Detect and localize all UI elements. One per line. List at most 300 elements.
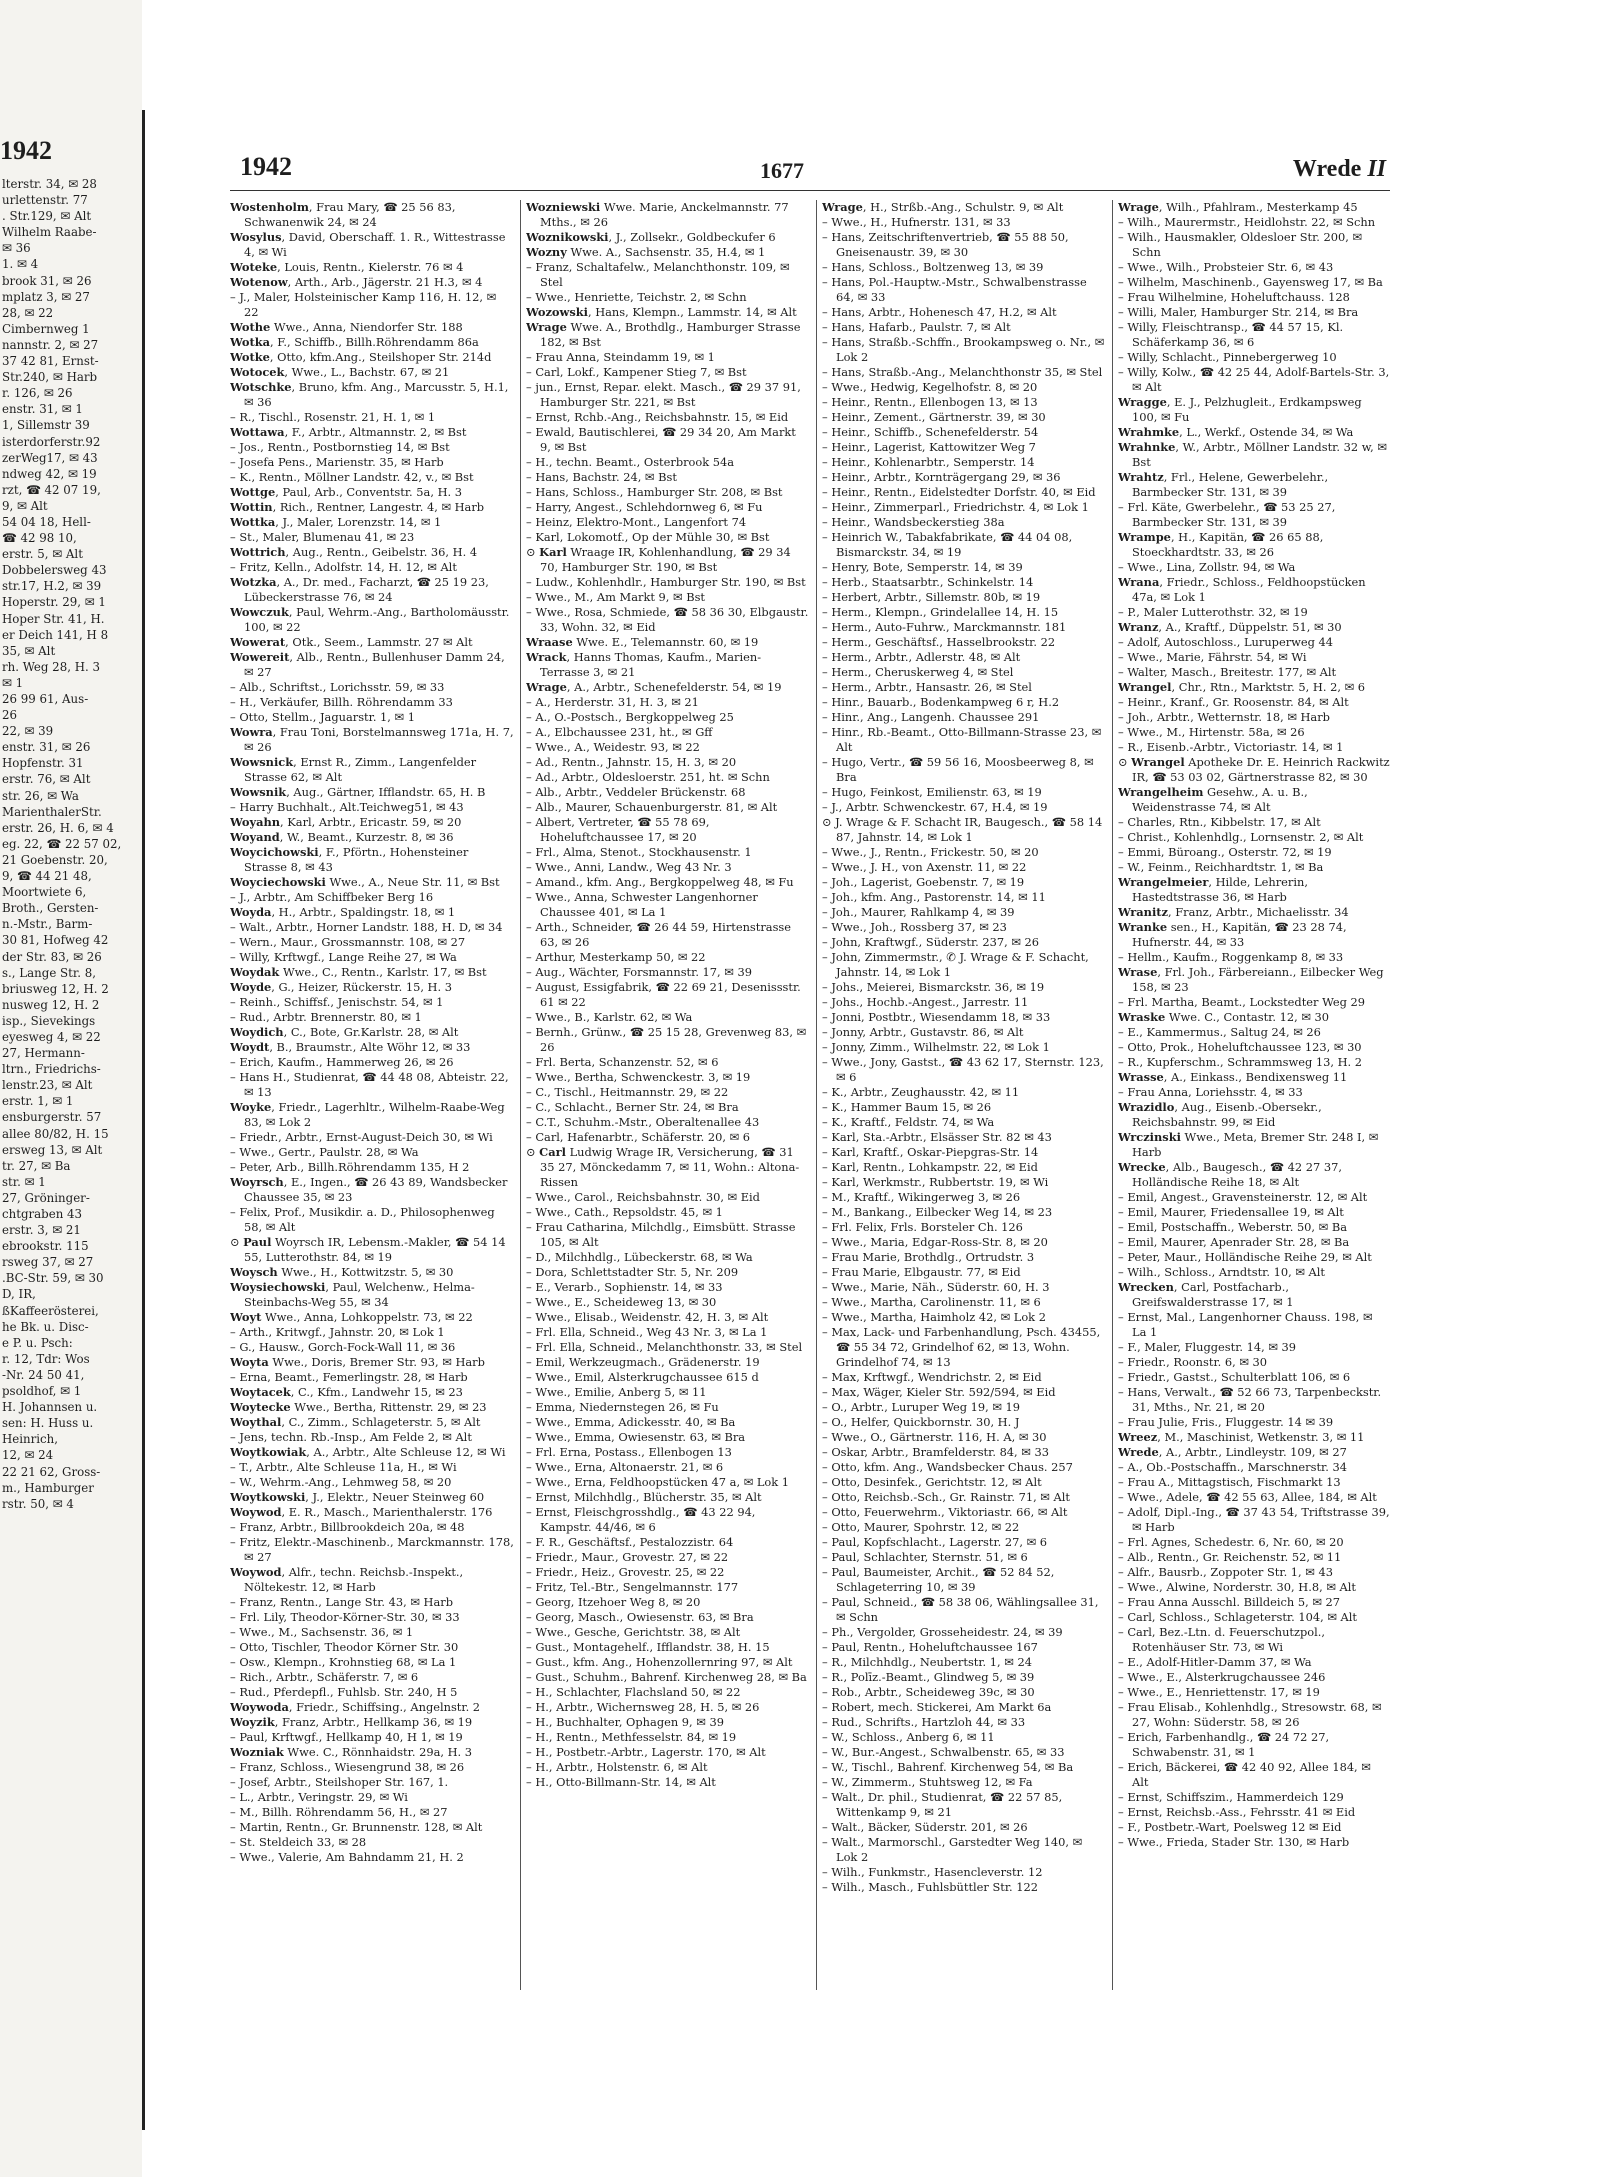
fragment-line: isp., Sievekings — [2, 1013, 96, 1028]
directory-entry: – H., Otto-Billmann-Str. 14, ✉ Alt — [526, 1775, 716, 1789]
fragment-line: rsweg 37, ✉ 27 — [2, 1255, 94, 1270]
directory-entry: Wrangelmeier, Hilde, Lehrerin, Hastedtstrasse 36, ✉ Harb — [1118, 875, 1308, 904]
directory-entry: – Herm., Cheruskerweg 4, ✉ Stel — [822, 665, 1014, 679]
directory-entry: – Wwe., J., Rentn., Frickestr. 50, ✉ 20 — [822, 845, 1039, 859]
directory-entry: – K., Rentn., Möllner Landstr. 42, v., ✉ Bst — [230, 470, 474, 484]
directory-entry: – Karl, Kraftf., Oskar-Piepgras-Str. 14 — [822, 1145, 1039, 1159]
directory-entry: Wrasse, A., Einkass., Bendixensweg 11 — [1118, 1070, 1348, 1084]
directory-entry: – Ernst, Reichsb.-Ass., Fehrsstr. 41 ✉ Eid — [1118, 1805, 1356, 1819]
directory-entry: – Walter, Masch., Breitestr. 177, ✉ Alt — [1118, 665, 1337, 679]
fragment-line: 9, ☎ 44 21 48, — [2, 869, 92, 884]
directory-entry: – jun., Ernst, Repar. elekt. Masch., ☎ 29 37 91, Hamburger Str. 221, ✉ Bst — [526, 380, 801, 409]
fragment-line: Dobbelersweg 43 — [2, 563, 107, 578]
directory-entry: Wrana, Friedr., Schloss., Feldhoopstücken 47a, ✉ Lok 1 — [1118, 575, 1366, 604]
directory-entry: Woytacek, C., Kfm., Landwehr 15, ✉ 23 — [230, 1385, 463, 1399]
directory-entry: – Wwe., Emilie, Anberg 5, ✉ 11 — [526, 1385, 707, 1399]
fragment-line: lterstr. 34, ✉ 28 — [2, 177, 97, 191]
directory-entry: Wosylus, David, Oberschaff. 1. R., Wittestrasse 4, ✉ Wi — [230, 230, 506, 259]
directory-entry: – J., Arbtr. Schwenckestr. 67, H.4, ✉ 19 — [822, 800, 1048, 814]
directory-entry: – Hinr., Ang., Langenh. Chaussee 291 — [822, 710, 1040, 724]
directory-entry: – Max, Lack- und Farbenhandlung, Psch. 43455, ☎ 55 34 72, Grindelhof 62, ✉ 13, Wohn. Grindelhof 74, ✉ 13 — [822, 1325, 1101, 1369]
directory-entry: – Willy, Fleischtransp., ☎ 44 57 15, Kl. Schäferkamp 36, ✉ 6 — [1118, 320, 1344, 349]
directory-entry: – Wwe., Erna, Altonaerstr. 21, ✉ 6 — [526, 1460, 724, 1474]
directory-entry: – Dora, Schlettstadter Str. 5, Nr. 209 — [526, 1265, 739, 1279]
directory-entry: – Otto, Stellm., Jaguarstr. 1, ✉ 1 — [230, 710, 415, 724]
directory-entry: – Wwe., Adele, ☎ 42 55 63, Allee, 184, ✉ Alt — [1118, 1490, 1377, 1504]
directory-entry: – Albert, Vertreter, ☎ 55 78 69, Hoheluftchaussee 17, ✉ 20 — [526, 815, 710, 844]
directory-entry: Wrahnke, W., Arbtr., Möllner Landstr. 32 w, ✉ Bst — [1118, 440, 1387, 469]
directory-entry: Wragge, E. J., Pelzhugleit., Erdkampsweg 100, ✉ Fu — [1118, 395, 1362, 424]
directory-entry: – Wwe., Marie, Näh., Süderstr. 60, H. 3 — [822, 1280, 1050, 1294]
fragment-line: 1. ✉ 4 — [2, 257, 39, 272]
directory-entry: – Wwe., Carol., Reichsbahnstr. 30, ✉ Eid — [526, 1190, 760, 1204]
directory-entry: – W., Feinm., Reichhardtstr. 1, ✉ Ba — [1118, 860, 1324, 874]
directory-entry: – Frau Anna, Loriehsstr. 4, ✉ 33 — [1118, 1085, 1303, 1099]
directory-entry: – Friedr., Gastst., Schulterblatt 106, ✉ 6 — [1118, 1370, 1351, 1384]
directory-entry: – Arth., Schneider, ☎ 26 44 59, Hirtenstrasse 63, ✉ 26 — [526, 920, 792, 949]
directory-entry: – Ewald, Bautischlerei, ☎ 29 34 20, Am Markt 9, ✉ Bst — [526, 425, 796, 454]
fragment-line: 22 21 62, Gross- — [2, 1464, 101, 1479]
directory-entry: Wrage, Wilh., Pfahlram., Mesterkamp 45 — [1118, 200, 1358, 214]
directory-entry: Wrecke, Alb., Baugesch., ☎ 42 27 37, Holländische Reihe 18, ✉ Alt — [1118, 1160, 1342, 1189]
directory-entry: – Heinr., Wandsbeckerstieg 38a — [822, 515, 1005, 529]
directory-entry: – Amand., kfm. Ang., Bergkoppelweg 48, ✉ Fu — [526, 875, 794, 889]
directory-entry: ⊙ J. Wrage & F. Schacht IR, Baugesch., ☎ 58 14 87, Jahnstr. 14, ✉ Lok 1 — [822, 815, 1103, 844]
directory-entry: – Ernst, Fleischgrosshdlg., ☎ 43 22 94, Kampstr. 44/46, ✉ 6 — [526, 1505, 756, 1534]
fragment-line: Heinrich, — [2, 1432, 59, 1447]
fragment-line: nannstr. 2, ✉ 27 — [2, 337, 99, 352]
fragment-line: ltrn., Friedrichs- — [2, 1062, 101, 1077]
directory-entry: – Jonni, Postbtr., Wiesendamm 18, ✉ 33 — [822, 1010, 1051, 1024]
fragment-line: 22, ✉ 39 — [2, 724, 54, 739]
directory-entry: – Max, Wäger, Kieler Str. 592/594, ✉ Eid — [822, 1385, 1056, 1399]
directory-entry: – Frau Julie, Fris., Fluggestr. 14 ✉ 39 — [1118, 1415, 1334, 1429]
directory-entry: – Wwe., Anna, Schwester Langenhorner Chaussee 401, ✉ La 1 — [526, 890, 758, 919]
directory-entry: – Wwe., Henriette, Teichstr. 2, ✉ Schn — [526, 290, 747, 304]
directory-entry: – Wilh., Masch., Fuhlsbüttler Str. 122 — [822, 1880, 1039, 1894]
directory-entry: – Joh., kfm. Ang., Pastorenstr. 14, ✉ 11 — [822, 890, 1046, 904]
fragment-line: 9, ✉ Alt — [2, 498, 48, 513]
directory-entry: – Otto, Maurer, Spohrstr. 12, ✉ 22 — [822, 1520, 1020, 1534]
directory-entry: – Emil, Maurer, Apenrader Str. 28, ✉ Ba — [1118, 1235, 1350, 1249]
directory-entry: – Friedr., Roonstr. 6, ✉ 30 — [1118, 1355, 1268, 1369]
directory-entry: – Wwe., Maria, Edgar-Ross-Str. 8, ✉ 20 — [822, 1235, 1048, 1249]
directory-entry: Wrack, Hanns Thomas, Kaufm., Marien-Terrasse 3, ✉ 21 — [526, 650, 762, 679]
directory-entry: – Wwe., M., Hirtenstr. 58a, ✉ 26 — [1118, 725, 1305, 739]
directory-entry: – Hans, Straßb.-Schffn., Brookampsweg o. Nr., ✉ Lok 2 — [822, 335, 1105, 364]
directory-entry: – Heinr., Zimmerparl., Friedrichstr. 4, ✉ Lok 1 — [822, 500, 1089, 514]
fragment-line: erstr. 3, ✉ 21 — [2, 1223, 81, 1238]
fragment-line: nusweg 12, H. 2 — [2, 997, 100, 1012]
directory-entry: – Karl, Rentn., Lohkampstr. 22, ✉ Eid — [822, 1160, 1038, 1174]
directory-entry: Woyda, H., Arbtr., Spaldingstr. 18, ✉ 1 — [230, 905, 456, 919]
directory-entry: – H., techn. Beamt., Osterbrook 54a — [526, 455, 735, 469]
column-3 — [822, 200, 1106, 1990]
directory-entry: – W., Schloss., Anberg 6, ✉ 11 — [822, 1730, 995, 1744]
fragment-line: ✉ 1 — [2, 675, 24, 690]
directory-entry: – Rob., Arbtr., Scheideweg 39c, ✉ 30 — [822, 1685, 1035, 1699]
directory-entry: Wottka, J., Maler, Lorenzstr. 14, ✉ 1 — [230, 515, 442, 529]
directory-entry: – Wwe., B., Karlstr. 62, ✉ Wa — [526, 1010, 693, 1024]
entry-columns — [230, 200, 1390, 1990]
directory-entry: – Wwe., E., Scheideweg 13, ✉ 30 — [526, 1295, 717, 1309]
directory-entry: – Ad., Rentn., Jahnstr. 15, H. 3, ✉ 20 — [526, 755, 737, 769]
directory-entry: – Frau Wilhelmine, Hoheluftchauss. 128 — [1118, 290, 1350, 304]
directory-entry: Woyahn, Karl, Arbtr., Ericastr. 59, ✉ 20 — [230, 815, 462, 829]
directory-entry: – H., Buchhalter, Ophagen 9, ✉ 39 — [526, 1715, 724, 1729]
directory-entry: – Hans, Verwalt., ☎ 52 66 73, Tarpenbeckstr. 31, Mths., Nr. 21, ✉ 20 — [1118, 1385, 1382, 1414]
directory-entry: – August, Essigfabrik, ☎ 22 69 21, Desenissstr. 61 ✉ 22 — [526, 980, 801, 1009]
directory-entry: – Carl, Bez.-Ltn. d. Feuerschutzpol., Rotenhäuser Str. 73, ✉ Wi — [1118, 1625, 1326, 1654]
fragment-line: .BC-Str. 59, ✉ 30 — [2, 1271, 104, 1286]
directory-entry: – Otto, Desinfek., Gerichtstr. 12, ✉ Alt — [822, 1475, 1042, 1489]
directory-entry: – Wwe., Jony, Gastst., ☎ 43 62 17, Sternstr. 123, ✉ 6 — [822, 1055, 1104, 1084]
page-header — [230, 150, 1390, 191]
directory-entry: Wotka, F., Schiffb., Billh.Röhrendamm 86a — [230, 335, 479, 349]
directory-entry: – Hans, Zeitschriftenvertrieb, ☎ 55 88 50, Gneisenaustr. 39, ✉ 30 — [822, 230, 1069, 259]
directory-entry: Wowerat, Otk., Seem., Lammstr. 27 ✉ Alt — [230, 635, 473, 649]
directory-entry: Wozny Wwe. A., Sachsenstr. 35, H.4, ✉ 1 — [526, 245, 766, 259]
directory-entry: – Erich, Farbenhandlg., ☎ 24 72 27, Schwabenstr. 31, ✉ 1 — [1118, 1730, 1330, 1759]
directory-entry: – J., Maler, Holsteinischer Kamp 116, H. 12, ✉ 22 — [230, 290, 497, 319]
directory-entry: – Walt., Dr. phil., Studienrat, ☎ 22 57 85, Wittenkamp 9, ✉ 21 — [822, 1790, 1063, 1819]
directory-entry: Wranz, A., Kraftf., Düppelstr. 51, ✉ 30 — [1118, 620, 1342, 634]
directory-entry: Wowsnik, Aug., Gärtner, Ifflandstr. 65, H. B — [230, 785, 486, 799]
directory-entry: Woytecke Wwe., Bertha, Rittenstr. 29, ✉ 23 — [230, 1400, 487, 1414]
directory-entry: – Friedr., Heiz., Grovestr. 25, ✉ 22 — [526, 1565, 725, 1579]
directory-entry: – Heinr., Kohlenarbtr., Semperstr. 14 — [822, 455, 1035, 469]
directory-entry: – Wwe., Emma, Adickesstr. 40, ✉ Ba — [526, 1415, 736, 1429]
directory-entry: – M., Billh. Röhrendamm 56, H., ✉ 27 — [230, 1805, 448, 1819]
directory-entry: – W., Wehrm.-Ang., Lehmweg 58, ✉ 20 — [230, 1475, 452, 1489]
directory-entry: – Wwe., Valerie, Am Bahndamm 21, H. 2 — [230, 1850, 464, 1864]
column-rule — [816, 200, 817, 1990]
directory-entry: – D., Milchhdlg., Lübeckerstr. 68, ✉ Wa — [526, 1250, 753, 1264]
directory-entry: Wowczuk, Paul, Wehrm.-Ang., Bartholomäusstr. 100, ✉ 22 — [230, 605, 510, 634]
directory-entry: – Alb., Maurer, Schauenburgerstr. 81, ✉ Alt — [526, 800, 778, 814]
fragment-line: 1, Sillemstr 39 — [2, 418, 90, 433]
directory-entry: – Harry, Angest., Schlehdornweg 6, ✉ Fu — [526, 500, 763, 514]
directory-entry: – Paul, Schneid., ☎ 58 38 06, Wählingsallee 31, ✉ Schn — [822, 1595, 1099, 1624]
directory-entry: – Alfr., Bausrb., Zoppoter Str. 1, ✉ 43 — [1118, 1565, 1333, 1579]
directory-entry: – Willy, Kolw., ☎ 42 25 44, Adolf-Bartels-Str. 3, ✉ Alt — [1118, 365, 1390, 394]
directory-entry: – Willi, Maler, Hamburger Str. 214, ✉ Bra — [1118, 305, 1359, 319]
fragment-line: rstr. 50, ✉ 4 — [2, 1496, 74, 1511]
fragment-line: chtgraben 43 — [2, 1207, 83, 1221]
directory-entry: – Ph., Vergolder, Grosseheidestr. 24, ✉ 39 — [822, 1625, 1063, 1639]
directory-entry: – Frau Elisab., Kohlenhdlg., Stresowstr. 68, ✉ 27, Wohn: Süderstr. 58, ✉ 26 — [1118, 1700, 1382, 1729]
directory-entry: Wrazidlo, Aug., Eisenb.-Obersekr., Reichsbahnstr. 99, ✉ Eid — [1118, 1100, 1322, 1129]
directory-entry: – Harry Buchhalt., Alt.Teichweg51, ✉ 43 — [230, 800, 464, 814]
directory-entry: – Rud., Schrifts., Hartzloh 44, ✉ 33 — [822, 1715, 1026, 1729]
fragment-line: s., Lange Str. 8, — [2, 965, 96, 980]
fragment-line: he Bk. u. Disc- — [2, 1319, 89, 1334]
directory-entry: – Emil, Angest., Gravensteinerstr. 12, ✉ Alt — [1118, 1190, 1368, 1204]
directory-entry: – Carl, Hafenarbtr., Schäferstr. 20, ✉ 6 — [526, 1130, 751, 1144]
fragment-line: . Str.129, ✉ Alt — [2, 209, 92, 224]
directory-entry: – Karl, Werkmstr., Rubbertstr. 19, ✉ Wi — [822, 1175, 1049, 1189]
fragment-line: urlettenstr. 77 — [2, 193, 88, 208]
directory-entry: – Henry, Bote, Semperstr. 14, ✉ 39 — [822, 560, 1023, 574]
directory-entry: Wotzka, A., Dr. med., Facharzt, ☎ 25 19 23, Lübeckerstrasse 76, ✉ 24 — [230, 575, 489, 604]
directory-entry: – Christ., Kohlenhdlg., Lornsenstr. 2, ✉ Alt — [1118, 830, 1364, 844]
directory-entry: Woyand, W., Beamt., Kurzestr. 8, ✉ 36 — [230, 830, 454, 844]
column-1 — [230, 200, 514, 1990]
directory-entry: – Wwe., Rosa, Schmiede, ☎ 58 36 30, Elbgaustr. 33, Wohn. 32, ✉ Eid — [526, 605, 809, 634]
fragment-line: 37 42 81, Ernst- — [2, 354, 99, 369]
directory-entry: – Wilh., Schloss., Arndtstr. 10, ✉ Alt — [1118, 1265, 1325, 1279]
column-2 — [526, 200, 810, 1990]
directory-entry: Woywod, E. R., Masch., Marienthalerstr. 176 — [230, 1505, 493, 1519]
book-gutter — [142, 110, 145, 2130]
directory-entry: – Jens, techn. Rb.-Insp., Am Felde 2, ✉ Alt — [230, 1430, 472, 1444]
directory-entry: – Heinz, Elektro-Mont., Langenfort 74 — [526, 515, 747, 529]
directory-entry: – Wilhelm, Maschinenb., Gayensweg 17, ✉ Ba — [1118, 275, 1383, 289]
fragment-line: tr. 27, ✉ Ba — [2, 1158, 71, 1173]
directory-entry: – O., Helfer, Quickbornstr. 30, H. J — [822, 1415, 1020, 1429]
directory-entry: – Hans, Bachstr. 24, ✉ Bst — [526, 470, 677, 484]
directory-entry: – Otto, Prok., Hoheluftchaussee 123, ✉ 30 — [1118, 1040, 1362, 1054]
directory-entry: – Ludw., Kohlenhdlr., Hamburger Str. 190, ✉ Bst — [526, 575, 806, 589]
directory-entry: – Hugo, Feinkost, Emilienstr. 63, ✉ 19 — [822, 785, 1042, 799]
directory-entry: – Johs., Hochb.-Angest., Jarrestr. 11 — [822, 995, 1029, 1009]
directory-entry: – Frau Marie, Elbgaustr. 77, ✉ Eid — [822, 1265, 1021, 1279]
fragment-line: ☎ 42 98 10, — [2, 531, 77, 546]
directory-entry: – Frl., Alma, Stenot., Stockhausenstr. 1 — [526, 845, 752, 859]
directory-entry: Woywod, Alfr., techn. Reichsb.-Inspekt., Nöltekestr. 12, ✉ Harb — [230, 1565, 464, 1594]
directory-entry: – F., Postbetr.-Wart, Poelsweg 12 ✉ Eid — [1118, 1820, 1342, 1834]
directory-entry: – Frl. Ella, Schneid., Weg 43 Nr. 3, ✉ La 1 — [526, 1325, 768, 1339]
directory-entry: – Otto, Feuerwehrm., Viktoriastr. 66, ✉ Alt — [822, 1505, 1068, 1519]
directory-entry: – Peter, Maur., Holländische Reihe 29, ✉ Alt — [1118, 1250, 1372, 1264]
directory-entry: – Emil, Postschaffn., Weberstr. 50, ✉ Ba — [1118, 1220, 1348, 1234]
directory-entry: – W., Zimmerm., Stuhtsweg 12, ✉ Fa — [822, 1775, 1033, 1789]
header-year: 1942 — [240, 152, 292, 181]
fragment-line: n.-Mstr., Barm- — [2, 917, 93, 932]
directory-entry: – Wwe., E., Alsterkrugchaussee 246 — [1118, 1670, 1326, 1684]
directory-entry: – Arth., Kritwgf., Jahnstr. 20, ✉ Lok 1 — [230, 1325, 445, 1339]
directory-entry: – Wwe., Hedwig, Kegelhofstr. 8, ✉ 20 — [822, 380, 1038, 394]
directory-entry: Woydak Wwe., C., Rentn., Karlstr. 17, ✉ Bst — [230, 965, 487, 979]
directory-entry: – L., Arbtr., Veringstr. 29, ✉ Wi — [230, 1790, 408, 1804]
directory-entry: – Gust., kfm. Ang., Hohenzollernring 97, ✉ Alt — [526, 1655, 793, 1669]
directory-entry: Wrage, A., Arbtr., Schenefelderstr. 54, ✉ 19 — [526, 680, 782, 694]
fragment-line: eyesweg 4, ✉ 22 — [2, 1029, 101, 1044]
column-rule — [520, 200, 521, 1990]
directory-entry: – Heinr., Lagerist, Kattowitzer Weg 7 — [822, 440, 1036, 454]
directory-entry: Woydt, B., Braumstr., Alte Wöhr 12, ✉ 33 — [230, 1040, 471, 1054]
directory-entry: – Wwe., Gesche, Gerichtstr. 38, ✉ Alt — [526, 1625, 741, 1639]
directory-entry: – Heinr., Rentn., Eidelstedter Dorfstr. 40, ✉ Eid — [822, 485, 1096, 499]
directory-entry: – Frau Anna, Steindamm 19, ✉ 1 — [526, 350, 715, 364]
directory-entry: – John, Zimmermstr., ✆ J. Wrage & F. Schacht, Jahnstr. 14, ✉ Lok 1 — [822, 950, 1089, 979]
fragment-line: 27, Hermann- — [2, 1046, 85, 1061]
directory-entry: – Wwe., Anni, Landw., Weg 43 Nr. 3 — [526, 860, 732, 874]
directory-entry: – Franz, Arbtr., Billbrookdeich 20a, ✉ 48 — [230, 1520, 465, 1534]
directory-entry: – W., Tischl., Bahrenf. Kirchenweg 54, ✉ Ba — [822, 1760, 1074, 1774]
directory-entry: – H., Verkäufer, Billh. Röhrendamm 33 — [230, 695, 453, 709]
directory-entry: – Wwe., Frieda, Stader Str. 130, ✉ Harb — [1118, 1835, 1350, 1849]
fragment-line: ebrookstr. 115 — [2, 1239, 89, 1254]
directory-entry: – Franz, Schloss., Wiesengrund 38, ✉ 26 — [230, 1760, 465, 1774]
directory-entry: – Frl. Berta, Schanzenstr. 52, ✉ 6 — [526, 1055, 719, 1069]
directory-entry: – Frl. Agnes, Schedestr. 6, Nr. 60, ✉ 20 — [1118, 1535, 1344, 1549]
directory-entry: – Jos., Rentn., Postbornstieg 14, ✉ Bst — [230, 440, 450, 454]
directory-entry: – Wwe., Emma, Owiesenstr. 63, ✉ Bra — [526, 1430, 746, 1444]
directory-entry: – Wwe., M., Sachsenstr. 36, ✉ 1 — [230, 1625, 414, 1639]
directory-entry: – Rud., Arbtr. Brennerstr. 80, ✉ 1 — [230, 1010, 422, 1024]
directory-entry: – Heinr., Rentn., Ellenbogen 13, ✉ 13 — [822, 395, 1038, 409]
directory-entry: Wranitz, Franz, Arbtr., Michaelisstr. 34 — [1118, 905, 1349, 919]
fragment-line: rzt, ☎ 42 07 19, — [2, 482, 101, 497]
directory-entry: – A., Elbchaussee 231, ht., ✉ Gff — [526, 725, 713, 739]
directory-entry: – Friedr., Maur., Grovestr. 27, ✉ 22 — [526, 1550, 729, 1564]
fragment-line: D, IR, — [2, 1287, 36, 1302]
fragment-line: erstr. 5, ✉ Alt — [2, 547, 83, 562]
directory-entry: – Hans, Schloss., Hamburger Str. 208, ✉ Bst — [526, 485, 783, 499]
directory-entry: – Charles, Rtn., Kibbelstr. 17, ✉ Alt — [1118, 815, 1321, 829]
directory-entry: – Hugo, Vertr., ☎ 59 56 16, Moosbeerweg 8, ✉ Bra — [822, 755, 1094, 784]
directory-entry: – Oskar, Arbtr., Bramfelderstr. 84, ✉ 33 — [822, 1445, 1049, 1459]
directory-entry: – Peter, Arb., Billh.Röhrendamm 135, H 2 — [230, 1160, 470, 1174]
fragment-line: ensburgerstr. 57 — [2, 1110, 102, 1125]
fragment-line: 21 Goebenstr. 20, — [2, 852, 108, 867]
fragment-line: -Nr. 24 50 41, — [2, 1367, 85, 1382]
directory-entry: – Heinr., Arbtr., Kornträgergang 29, ✉ 36 — [822, 470, 1061, 484]
fragment-line: Wilhelm Raabe- — [2, 225, 97, 240]
directory-entry: Wrczinski Wwe., Meta, Bremer Str. 248 I, ✉ Harb — [1118, 1130, 1379, 1159]
directory-entry: – St., Maler, Blumenau 41, ✉ 23 — [230, 530, 415, 544]
directory-entry: – Friedr., Arbtr., Ernst-August-Deich 30, ✉ Wi — [230, 1130, 493, 1144]
directory-entry: – Frl. Ella, Schneid., Melanchthonstr. 33, ✉ Stel — [526, 1340, 803, 1354]
directory-entry: – Herm., Arbtr., Hansastr. 26, ✉ Stel — [822, 680, 1032, 694]
directory-entry: – Gust., Montagehelf., Ifflandstr. 38, H. 15 — [526, 1640, 770, 1654]
directory-entry: – Walt., Marmorschl., Garstedter Weg 140, ✉ Lok 2 — [822, 1835, 1083, 1864]
fragment-line: isterdorferstr.92 — [2, 434, 101, 449]
directory-entry: – Osw., Klempn., Krohnstieg 68, ✉ La 1 — [230, 1655, 457, 1669]
directory-entry: – Wwe., Cath., Repsoldstr. 45, ✉ 1 — [526, 1205, 723, 1219]
fragment-line: Str.240, ✉ Harb — [2, 370, 98, 385]
directory-entry: – Alb., Arbtr., Veddeler Brückenstr. 68 — [526, 785, 746, 799]
directory-entry: – A., Herderstr. 31, H. 3, ✉ 21 — [526, 695, 699, 709]
directory-entry: Woyde, G., Heizer, Rückerstr. 15, H. 3 — [230, 980, 452, 994]
directory-entry: – R., Eisenb.-Arbtr., Victoriastr. 14, ✉ 1 — [1118, 740, 1344, 754]
directory-entry: – Emil, Maurer, Friedensallee 19, ✉ Alt — [1118, 1205, 1344, 1219]
directory-entry: Wotenow, Arth., Arb., Jägerstr. 21 H.3, ✉ 4 — [230, 275, 483, 289]
directory-entry: – Erich, Bäckerei, ☎ 42 40 92, Allee 184, ✉ Alt — [1118, 1760, 1371, 1789]
fragment-line: erstr. 76, ✉ Alt — [2, 772, 91, 787]
directory-entry: – C.T., Schuhm.-Mstr., Oberaltenallee 43 — [526, 1115, 760, 1129]
directory-entry: – H., Arbtr., Holstenstr. 6, ✉ Alt — [526, 1760, 708, 1774]
directory-entry: – K., Arbtr., Zeughausstr. 42, ✉ 11 — [822, 1085, 1020, 1099]
directory-entry: Woyciechowski Wwe., A., Neue Str. 11, ✉ Bst — [230, 875, 500, 889]
fragment-line: str. ✉ 1 — [2, 1174, 46, 1189]
directory-entry: – Wwe., Alwine, Norderstr. 30, H.8, ✉ Alt — [1118, 1580, 1356, 1594]
directory-entry: – A., O.-Postsch., Bergkoppelweg 25 — [526, 710, 734, 724]
directory-entry: Wowra, Frau Toni, Borstelmannsweg 171a, H. 7, ✉ 26 — [230, 725, 514, 754]
directory-entry: – C., Schlacht., Berner Str. 24, ✉ Bra — [526, 1100, 739, 1114]
directory-entry: – Alb., Rentn., Gr. Reichenstr. 52, ✉ 11 — [1118, 1550, 1342, 1564]
directory-entry: – Wwe., O., Gärtnerstr. 116, H. A, ✉ 30 — [822, 1430, 1047, 1444]
directory-entry: ⊙ Karl Wraage IR, Kohlenhandlung, ☎ 29 34 70, Hamburger Str. 190, ✉ Bst — [526, 545, 791, 574]
directory-entry: – Otto, Tischler, Theodor Körner Str. 30 — [230, 1640, 459, 1654]
previous-page-fragment — [0, 0, 142, 2177]
directory-entry: – R., Tischl., Rosenstr. 21, H. 1, ✉ 1 — [230, 410, 436, 424]
fragment-line: 26 99 61, Aus- — [2, 692, 89, 706]
directory-entry: Woyta Wwe., Doris, Bremer Str. 93, ✉ Harb — [230, 1355, 485, 1369]
directory-entry: ⊙ Carl Ludwig Wrage IR, Versicherung, ☎ 31 35 27, Mönckedamm 7, ✉ 11, Wohn.: Altona-Rissen — [526, 1145, 800, 1189]
fragment-line: allee 80/82, H. 15 — [2, 1126, 109, 1141]
directory-entry: – Frl. Käte, Gwerbelehr., ☎ 53 25 27, Barmbecker Str. 131, ✉ 39 — [1118, 500, 1336, 529]
directory-entry: – K., Kraftf., Feldstr. 74, ✉ Wa — [822, 1115, 995, 1129]
directory-entry: – Emmi, Büroang., Osterstr. 72, ✉ 19 — [1118, 845, 1332, 859]
fragment-line: r. 126, ✉ 26 — [2, 386, 73, 401]
directory-entry: – Walt., Bäcker, Süderstr. 201, ✉ 26 — [822, 1820, 1028, 1834]
directory-entry: – Franz, Schaltafelw., Melanchthonstr. 109, ✉ Stel — [526, 260, 790, 289]
fragment-line: e P. u. Psch: — [2, 1335, 73, 1350]
fragment-line: enstr. 31, ✉ 1 — [2, 402, 83, 417]
directory-entry: – E., Adolf-Hitler-Damm 37, ✉ Wa — [1118, 1655, 1312, 1669]
fragment-line: H. Johannsen u. — [2, 1400, 98, 1415]
directory-entry: – Herbert, Arbtr., Sillemstr. 80b, ✉ 19 — [822, 590, 1041, 604]
directory-entry: – Rich., Arbtr., Schäferstr. 7, ✉ 6 — [230, 1670, 419, 1684]
directory-entry: Wostenholm, Frau Mary, ☎ 25 56 83, Schwanenwik 24, ✉ 24 — [230, 200, 456, 229]
directory-entry: – J., Arbtr., Am Schiffbeker Berg 16 — [230, 890, 434, 904]
directory-entry: – Erna, Beamt., Femerlingstr. 28, ✉ Harb — [230, 1370, 468, 1384]
directory-entry: – Hellm., Kaufm., Roggenkamp 8, ✉ 33 — [1118, 950, 1344, 964]
directory-entry: – Frau Marie, Brothdlg., Ortrudstr. 3 — [822, 1250, 1035, 1264]
directory-entry: – Paul, Baumeister, Archit., ☎ 52 84 52, Schlageterring 10, ✉ 39 — [822, 1565, 1055, 1594]
directory-entry: ⊙ Wrangel Apotheke Dr. E. Heinrich Rackwitz IR, ☎ 53 03 02, Gärtnerstrasse 82, ✉ 30 — [1118, 755, 1390, 784]
directory-entry: – Wwe., M., Am Markt 9, ✉ Bst — [526, 590, 705, 604]
fragment-line: Broth., Gersten- — [2, 901, 99, 916]
fragment-line: psoldhof, ✉ 1 — [2, 1384, 82, 1399]
directory-entry: Wottge, Paul, Arb., Conventstr. 5a, H. 3 — [230, 485, 462, 499]
fragment-line: Moortwiete 6, — [2, 885, 87, 900]
directory-entry: – Wwe., Elisab., Weidenstr. 42, H. 3, ✉ Alt — [526, 1310, 769, 1324]
directory-entry: – Josefa Pens., Marienstr. 35, ✉ Harb — [230, 455, 444, 469]
directory-entry: – Heinrich W., Tabakfabrikate, ☎ 44 04 08, Bismarckstr. 34, ✉ 19 — [822, 530, 1073, 559]
directory-entry: – T., Arbtr., Alte Schleuse 11a, H., ✉ Wi — [230, 1460, 457, 1474]
directory-entry: – Hinr., Rb.-Beamt., Otto-Billmann-Strasse 23, ✉ Alt — [822, 725, 1102, 754]
directory-entry: – Herm., Klempn., Grindelallee 14, H. 15 — [822, 605, 1059, 619]
directory-entry: – Frl. Erna, Postass., Ellenbogen 13 — [526, 1445, 732, 1459]
directory-entry: – C., Tischl., Heitmannstr. 29, ✉ 22 — [526, 1085, 729, 1099]
directory-entry: Wottawa, F., Arbtr., Altmannstr. 2, ✉ Bst — [230, 425, 467, 439]
column-4 — [1118, 200, 1390, 1990]
fragment-line: sen: H. Huss u. — [2, 1416, 94, 1431]
directory-entry: – A., Ob.-Postschaffn., Marschnerstr. 34 — [1118, 1460, 1347, 1474]
directory-entry: – Emil, Werkzeugmach., Grädenerstr. 19 — [526, 1355, 760, 1369]
directory-entry: – F., Maler, Fluggestr. 14, ✉ 39 — [1118, 1340, 1297, 1354]
directory-entry: Woydich, C., Bote, Gr.Karlstr. 28, ✉ Alt — [230, 1025, 459, 1039]
fragment-line: zerWeg17, ✉ 43 — [2, 450, 98, 465]
directory-entry: – Wilh., Funkmstr., Hasencleverstr. 12 — [822, 1865, 1043, 1879]
directory-entry: – Aug., Wächter, Forsmannstr. 17, ✉ 39 — [526, 965, 752, 979]
directory-entry: Wreez, M., Maschinist, Wetkenstr. 3, ✉ 11 — [1118, 1430, 1365, 1444]
directory-entry: Wrecken, Carl, Postfacharb., Greifswalderstrasse 17, ✉ 1 — [1118, 1280, 1294, 1309]
directory-entry: – Johs., Meierei, Bismarckstr. 36, ✉ 19 — [822, 980, 1045, 994]
directory-entry: – Jonny, Zimm., Wilhelmstr. 22, ✉ Lok 1 — [822, 1040, 1050, 1054]
directory-entry: – Ernst, Mal., Langenhorner Chauss. 198, ✉ La 1 — [1118, 1310, 1373, 1339]
directory-entry: – Karl, Lokomotf., Op der Mühle 30, ✉ Bst — [526, 530, 770, 544]
directory-entry: – Ernst, Schiffszim., Hammerdeich 129 — [1118, 1790, 1344, 1804]
directory-entry: – Adolf, Dipl.-Ing., ☎ 37 43 54, Triftstrasse 39, ✉ Harb — [1118, 1505, 1390, 1534]
directory-entry: – Karl, Sta.-Arbtr., Elsässer Str. 82 ✉ 43 — [822, 1130, 1052, 1144]
directory-entry: – Wwe., Martha, Haimholz 42, ✉ Lok 2 — [822, 1310, 1046, 1324]
directory-entry: Woycichowski, F., Pförtn., Hohensteiner Strasse 8, ✉ 43 — [230, 845, 469, 874]
directory-entry: – E., Kammermus., Saltug 24, ✉ 26 — [1118, 1025, 1321, 1039]
